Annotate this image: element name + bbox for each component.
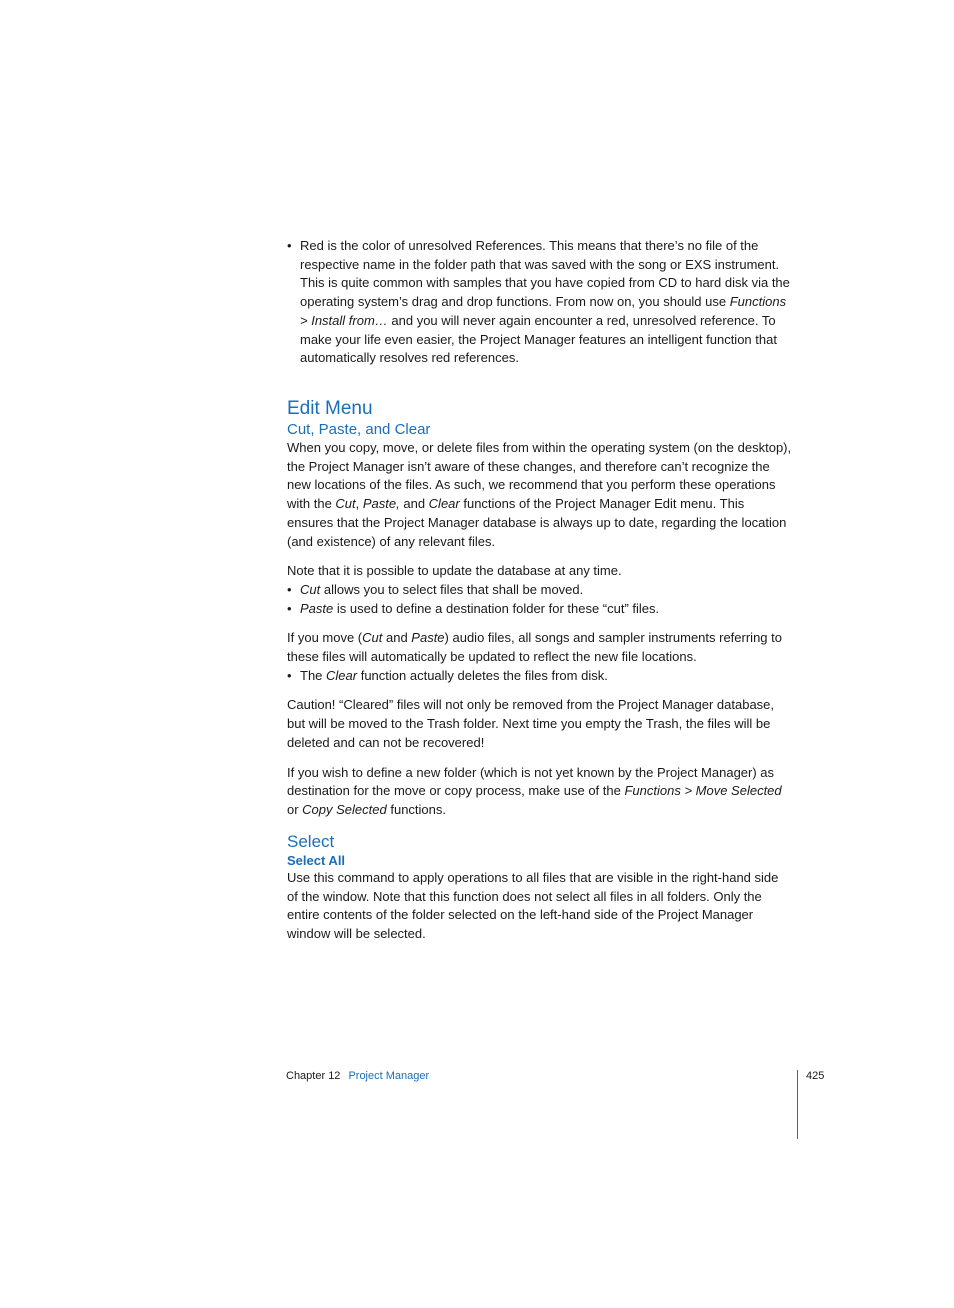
bullet-marker: • <box>287 238 292 253</box>
select-section <box>287 832 792 944</box>
list-item: • Cut allows you to select files that shall be moved. <box>287 581 584 597</box>
caution-paragraph: Caution! “Cleared” files will not only be removed from the Project Manager database, but will be moved to the Trash folder. Next time you empty the Trash, the files will be deleted and can not be recovered! <box>287 697 775 750</box>
list-item: • Red is the color of unresolved References. This means that there’s no file of the respective name in the folder path that was saved with the song or EXS instrument. This is quite common with samples that you have copied from CD to hard disk via the operating system’s drag and drop functions. From now on, you should use Functions > Install from… and you will never again encounter a red, unresolved reference. To make your life even easier, the Project Manager features an intelligent function that automatically resolves red references. <box>287 238 790 366</box>
paragraph: If you move (Cut and Paste) audio files, all songs and sampler instruments referring to these files will automatically be updated to reflect the new file locations. <box>287 630 782 665</box>
subsection-heading: Select All <box>287 853 346 868</box>
paragraph: Use this command to apply operations to all files that are visible in the right-hand side of the window. Note that this function does not select all files in all folders. Only the entire contents of the folder selected on the left-hand side of the Project Manager window will be selected. <box>287 870 779 942</box>
edit-menu-section <box>287 398 792 820</box>
subsection-heading: Cut, Paste, and Clear <box>287 421 431 438</box>
chapter-title: Project Manager <box>348 1070 430 1082</box>
section-heading: Select <box>287 832 335 851</box>
chapter-label: Chapter 12 <box>286 1070 341 1082</box>
section-heading: Edit Menu <box>287 398 373 419</box>
footer-divider <box>797 1070 798 1139</box>
bullet-red-references <box>287 237 792 368</box>
paragraph: If you wish to define a new folder (which is not yet known by the Project Manager) as destination for the move or copy process, make use of the Functions > Move Selected or Copy Selected functions. <box>287 764 782 817</box>
paragraph: Note that it is possible to update the database at any time. <box>287 563 622 579</box>
footer-chapter <box>286 1070 429 1082</box>
list-item: • Paste is used to define a destination folder for these “cut” files. <box>287 600 660 616</box>
page-number: 425 <box>806 1070 825 1082</box>
paragraph: When you copy, move, or delete files from within the operating system (on the desktop), the Project Manager isn’t aware of these changes, and therefore can’t recognize the new locations of the files. As such, we recommend that you perform these operations with the Cut, Paste, and Clear functions of the Project Manager Edit menu. This ensures that the Project Manager database is always up to date, regarding the location (and existence) of any relevant files. <box>287 440 792 549</box>
list-item: • The Clear function actually deletes the files from disk. <box>287 667 608 683</box>
